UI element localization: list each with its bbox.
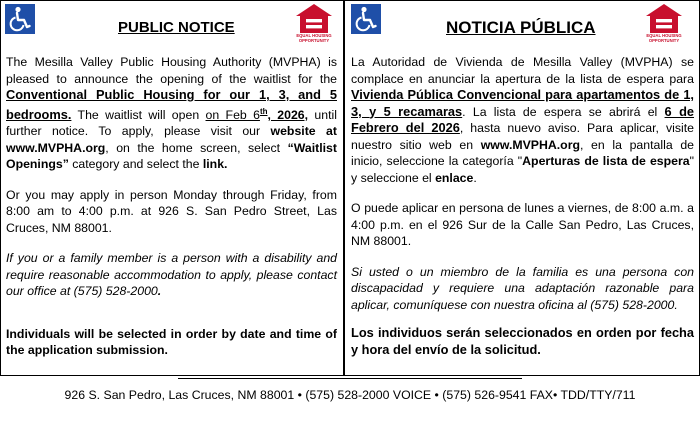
spanish-paragraph-4: Los individuos serán seleccionados en orden por fecha y hora del envío de la solicitud. — [351, 325, 694, 357]
english-column — [0, 0, 343, 376]
spanish-paragraph-2: O puede aplicar en persona de lunes a viernes, de 8:00 a.m. a 4:00 p.m. en el 926 Sur de la Calle San Pedro, Las Cruces, NM 88001. — [351, 201, 694, 248]
equal-housing-opportunity-icon — [293, 3, 335, 47]
wheelchair-accessibility-icon — [351, 4, 381, 34]
spanish-column — [345, 0, 700, 376]
page-title: PUBLIC NOTICE — [118, 19, 235, 36]
wheelchair-accessibility-icon — [5, 4, 35, 34]
spanish-paragraph-1: La Autoridad de Vivienda de Mesilla Valley (MVPHA) se complace en anunciar la apertura de la lista de espera para Vivienda Pública Convencional para apartamentos de 1, 3, y 5 recamaras. La lista de espera se abrirá el 6 de Febrero del 2026, hasta nuevo aviso. Para aplicar, visite nuestro sitio web en www.MVPHA.org, en la pantalla de inicio, seleccione la categoría "Aperturas de lista de espera" y seleccione el enlace. — [351, 55, 695, 185]
footer-divider — [178, 378, 522, 379]
equal-housing-label: EQUAL HOUSING OPPORTUNITY — [646, 33, 682, 43]
equal-housing-label: EQUAL HOUSING OPPORTUNITY — [296, 33, 332, 43]
english-paragraph-4: Individuals will be selected in order by date and time of the application submission. — [6, 326, 337, 358]
english-header — [0, 0, 343, 50]
equal-housing-opportunity-icon — [643, 3, 685, 47]
spanish-header — [345, 0, 700, 50]
english-paragraph-2: Or you may apply in person Monday through Friday, from 8:00 am to 4:00 p.m. at 926 S. San Pedro Street, Las Cruces, NM 88001. — [6, 187, 337, 235]
page-title-spanish: NOTICIA PÚBLICA — [446, 18, 596, 37]
english-paragraph-3: If you or a family member is a person with a disability and require reasonable accommodation to apply, please contact our office at (575) 528-2000. — [6, 251, 337, 299]
english-body — [6, 54, 337, 359]
spanish-body — [351, 54, 694, 358]
footer-contact: 926 S. San Pedro, Las Cruces, NM 88001 • (575) 528-2000 VOICE • (575) 526-9541 FAX• TDD/TTY/711 — [64, 388, 636, 402]
spanish-paragraph-3: Si usted o un miembro de la familia es una persona con discapacidad y requiere una adaptación razonable para aplicar, comuníquese con nuestra oficina al (575) 528-2000. — [351, 264, 694, 312]
english-paragraph-1: The Mesilla Valley Public Housing Authority (MVPHA) is pleased to announce the opening of the waitlist for the Conventional Public Housing for our 1, 3, and 5 bedrooms. The waitlist will open on Feb 6th, 2026, until further notice. To apply, please visit our website at www.MVPHA.org, on the home screen, select “Waitlist Openings” category and select the link. — [6, 55, 337, 172]
